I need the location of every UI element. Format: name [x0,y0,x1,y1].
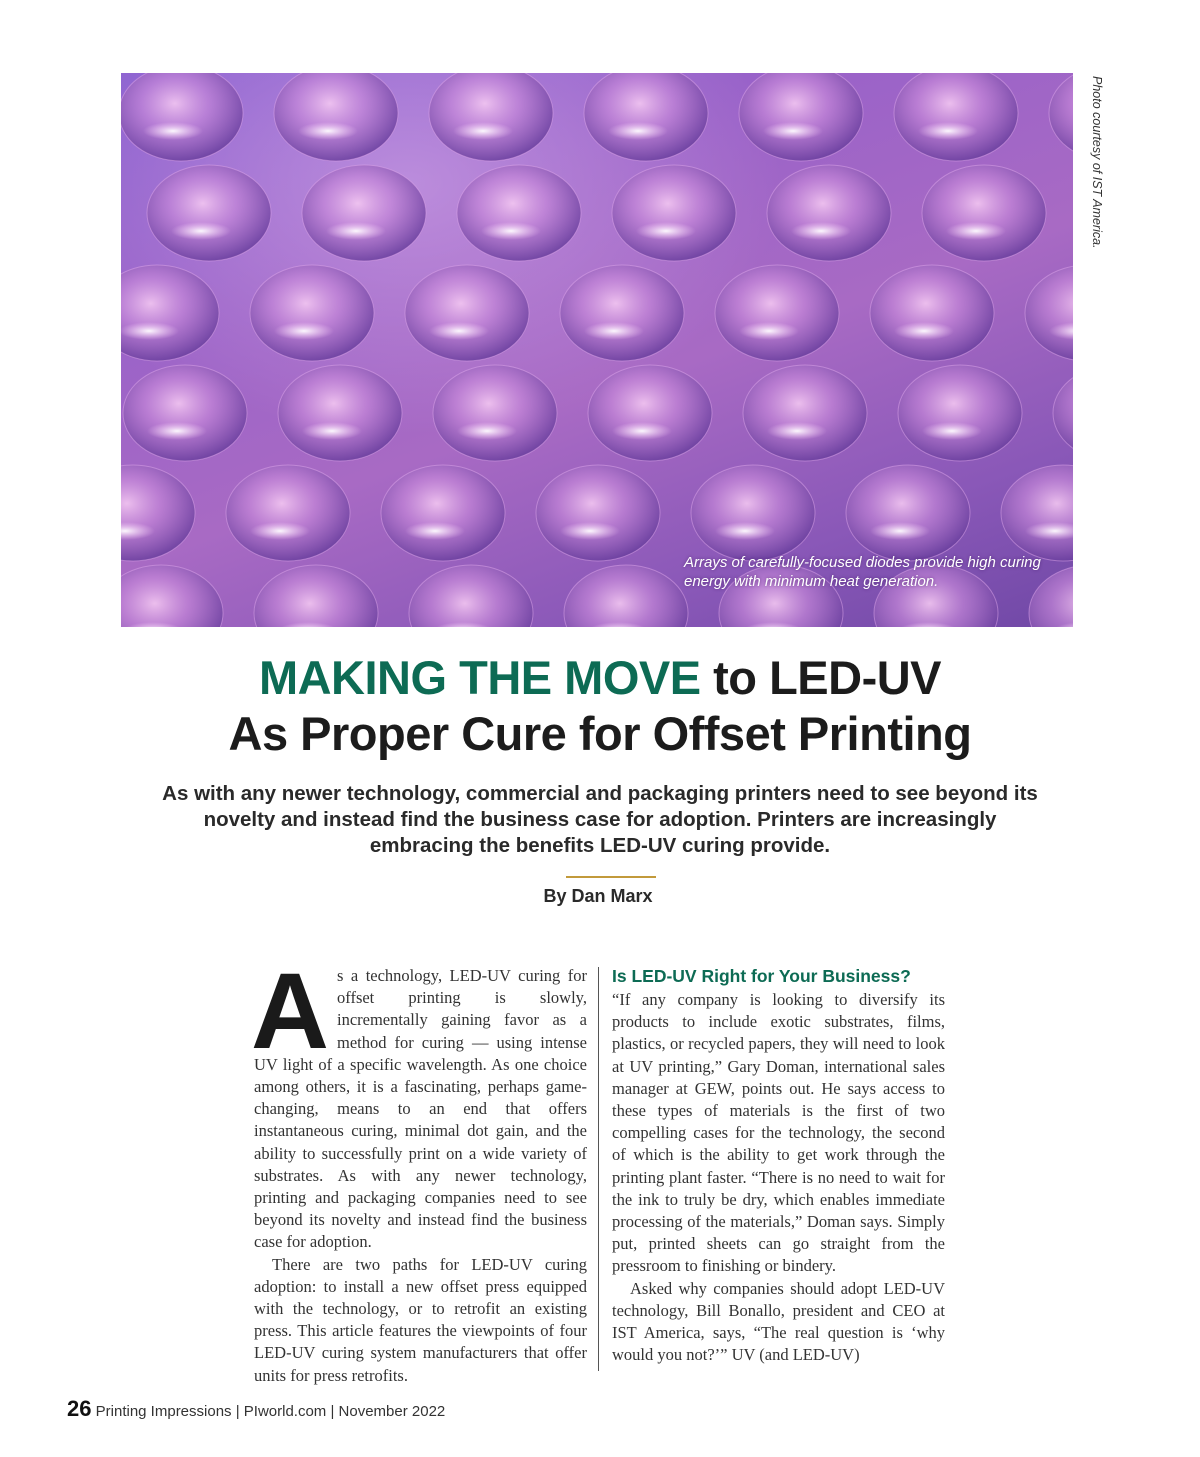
diode-lens [846,465,970,561]
photo-credit: Photo courtesy of IST America. [1090,76,1104,249]
deck: As with any newer technology, commercial and packaging printers need to see beyond its novelty and instead find the business case for adoption. Printers are increasingly embracing the benefits LED-UV curing provide. [162,782,1038,857]
led-diode-array-illustration [121,73,1073,627]
diode-lens [1049,73,1073,161]
diode-lens [147,165,271,261]
diode-lens [1053,365,1073,461]
diode-lens [1025,265,1073,361]
footer-publication: Printing Impressions | PIworld.com | November 2022 [95,1403,446,1420]
headline-line1-rest: to LED-UV [700,651,942,704]
page-footer [67,1396,445,1422]
diode-lens [739,73,863,161]
body-paragraph: There are two paths for LED-UV curing adoption: to install a new offset press equipped with the technology, or to retrofit an existing press. This article features the viewpoints of four LED-UV curing system manufacturers that offer units for press retrofits. [254,1254,587,1385]
diode-lens [564,565,688,627]
diode-lens [870,265,994,361]
diode-lens [691,465,815,561]
diode-lens [302,165,426,261]
diode-lens [121,465,195,561]
diode-lens [381,465,505,561]
diode-lens [584,73,708,161]
body-paragraph [251,950,587,1254]
hero-photo [121,73,1073,627]
section-subhead: Is LED-UV Right for Your Business? [612,966,911,986]
diode-lens [121,565,223,627]
page-number: 26 [67,1396,92,1421]
diode-lens [429,73,553,161]
headline [0,650,1200,762]
diode-lens [588,365,712,461]
diode-lens [612,165,736,261]
diode-lens [409,565,533,627]
diode-lens [226,465,350,561]
diode-lens [898,365,1022,461]
diode-lens [767,165,891,261]
diode-lens [274,73,398,161]
column-divider [598,967,599,1371]
diode-lens [121,265,219,361]
headline-accent: MAKING THE MOVE [258,651,701,704]
body-column-left [251,950,587,1387]
diode-lens [254,565,378,627]
diode-lens [457,165,581,261]
diode-lens [250,265,374,361]
diode-lens [433,365,557,461]
body-paragraph: Asked why companies should adopt LED-UV technology, Bill Bonallo, president and CEO at IST America, says, “The real question is ‘why would you not?’” UV (and LED-UV) [612,1278,945,1365]
drop-cap: A [251,950,329,1071]
headline-line2: As Proper Cure for Offset Printing [228,707,972,760]
diode-lens [715,265,839,361]
diode-lens [1001,465,1073,561]
diode-lens [123,365,247,461]
diode-lens [894,73,1018,161]
diode-lens [743,365,867,461]
body-column-right [612,965,945,1366]
diode-lens [536,465,660,561]
byline-rule [566,876,656,878]
diode-lens [405,265,529,361]
diode-lens [922,165,1046,261]
photo-caption: Arrays of carefully-focused diodes provide high curing energy with minimum heat generation. [684,554,1041,590]
body-paragraph-text: s a technology, LED-UV curing for offset printing is slowly, incrementally gaining favor as a method for curing — using intense UV light of a specific wavelength. As one choice among others, it is a fascinating, perhaps game-changing, means to an end that offers instantaneous curing, minimal dot gain, and the ability to successfully print on a wide variety of substrates. As with any newer technology, printing and packaging companies need to see beyond its novelty and instead find the business case for adoption. [254,966,587,1252]
byline: By Dan Marx [543,886,653,906]
body-paragraph: “If any company is looking to diversify its products to include exotic substrates, films, plastics, or recycled papers, they will need to look at UV printing,” Gary Doman, international sales manager at GEW, points out. He says access to these types of materials is the first of two compelling cases for the technology, the second of which is the ability to get work through the printing plant faster. “There is no need to wait for the ink to truly be dry, which enables immediate processing of the materials,” Doman says. Simply put, printed sheets can go straight from the pressroom to finishing or bindery. [612,990,945,1276]
diode-lens [121,73,243,161]
diode-lens [560,265,684,361]
diode-lens [278,365,402,461]
